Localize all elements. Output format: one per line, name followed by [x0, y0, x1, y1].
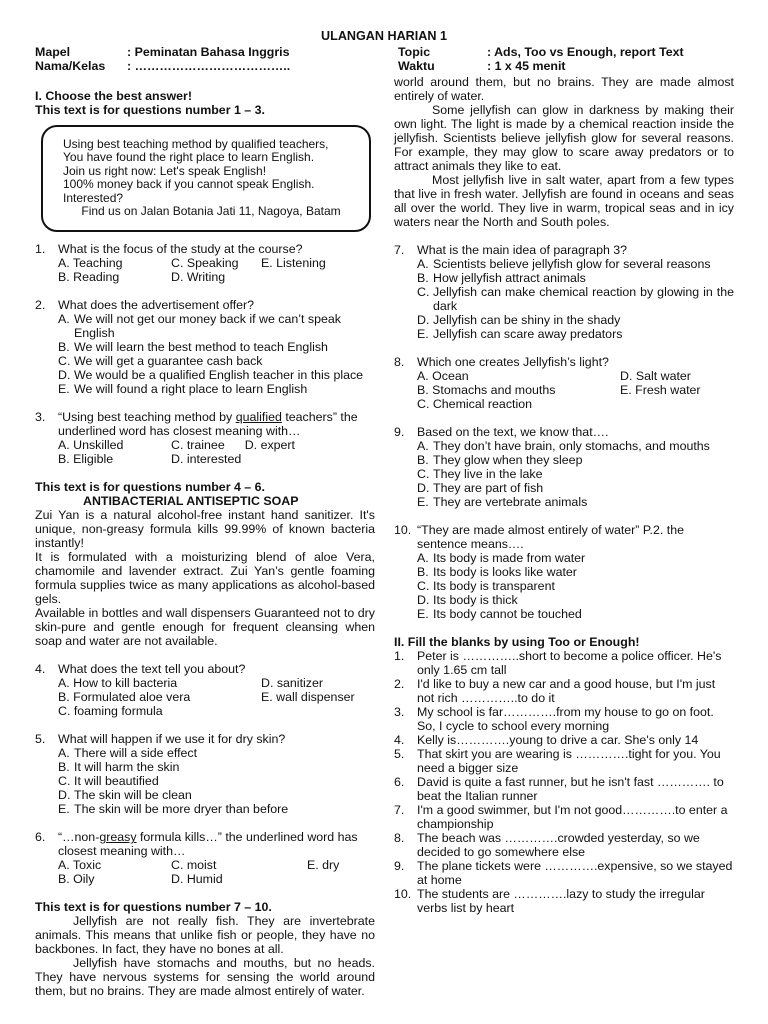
question-text: “…non-greasy formula kills…” the underlined word has closest meaning with…: [58, 830, 358, 859]
jelly-paragraph-3: Some jellyfish can glow in darkness by making their own light. The light is made by a chemical reaction inside the jellyfish. Scientists believe jellyfish glow for several reasons. For example, they may glow to scare away predators or to attract animals they like to eat.: [394, 103, 734, 173]
question-4: [35, 662, 375, 676]
question-3: [35, 410, 375, 438]
fill-blank-list: [394, 649, 734, 915]
option-e[interactable]: E. Listening: [261, 256, 326, 271]
ad-line: 100% money back if you cannot speak English.: [63, 177, 315, 192]
ad-line: Join us right now: Let's speak English!: [63, 163, 267, 178]
option-c[interactable]: C. moist: [171, 858, 217, 873]
right-column: [394, 75, 734, 915]
fill-item: 9. The plane tickets were ………….expensive, so we stayed at home: [394, 859, 733, 887]
option-a[interactable]: A. There will a side effect: [58, 746, 198, 761]
option-c[interactable]: C. trainee: [171, 438, 225, 453]
jelly-paragraph-4: Most jellyfish live in salt water, apart from a few types that live in fresh water. Jellyfish are found in oceans and seas all over the world. They live in warm, tropical seas and in icy waters near the North and South poles.: [394, 173, 734, 229]
text1-heading: This text is for questions number 1 – 3.: [35, 103, 265, 117]
ad-address: Find us on Jalan Botania Jati 11, Nagoya, Batam: [81, 204, 341, 219]
option-a[interactable]: A. They don’t have brain, only stomachs, and mouths: [417, 439, 710, 453]
option-d[interactable]: D. Jellyfish can be shiny in the shady: [417, 313, 621, 327]
option-b[interactable]: B. They glow when they sleep: [417, 453, 583, 467]
option-b[interactable]: B. Stomachs and mouths: [417, 383, 556, 397]
option-a[interactable]: A. Its body is made from water: [417, 551, 586, 565]
question-number: 6.: [35, 830, 46, 845]
question-2: [35, 298, 375, 312]
option-c[interactable]: C. They live in the lake: [417, 467, 543, 481]
section2-title: II. Fill the blanks by using Too or Enough!: [394, 635, 640, 649]
option-a[interactable]: A. Ocean: [417, 369, 469, 383]
question-10: [394, 523, 734, 551]
option-a[interactable]: A. How to kill bacteria: [58, 676, 178, 691]
question-7: [394, 243, 734, 257]
option-e[interactable]: E. Fresh water: [620, 383, 701, 397]
option-c[interactable]: C. Its body is transparent: [417, 579, 555, 593]
q8-options: [417, 369, 734, 411]
option-a[interactable]: A. Scientists believe jellyfish glow for several reasons: [417, 257, 711, 271]
option-e[interactable]: E. dry: [307, 858, 340, 873]
option-e[interactable]: E. wall dispenser: [261, 690, 355, 705]
q2-options: [58, 312, 375, 396]
question-text: Based on the text, we know that….: [417, 425, 609, 439]
option-b[interactable]: B. Formulated aloe vera: [58, 690, 191, 705]
option-d[interactable]: D. We would be a qualified English teacher in this place: [58, 368, 364, 383]
soap-paragraph-3: Available in bottles and wall dispensers Guaranteed not to dry skin-pure and gentle enough for frequent cleansing when soap and water are not available.: [35, 606, 375, 649]
option-e[interactable]: E. The skin will be more dryer than before: [58, 802, 289, 817]
option-b[interactable]: B. Reading: [58, 270, 120, 285]
q10-options: [417, 551, 734, 621]
text3-heading: This text is for questions number 7 – 10.: [35, 900, 272, 915]
option-c-d: [171, 438, 375, 452]
fill-item: 4. Kelly is………….young to drive a car. She's only 14: [394, 733, 699, 747]
advertisement-box: [41, 125, 371, 232]
fill-item: 6. David is quite a fast runner, but he isn't fast …………. to beat the Italian runner: [394, 775, 724, 803]
fill-item: 3. My school is far………….from my house to go on foot. So, I cycle to school every morning: [394, 705, 714, 733]
text2-heading: This text is for questions number 4 – 6.: [35, 480, 265, 495]
question-number: 1.: [35, 242, 46, 257]
option-b[interactable]: B. Oily: [58, 872, 95, 887]
option-d[interactable]: D. The skin will be clean: [58, 788, 192, 803]
waktu-value: : 1 x 45 menit: [487, 59, 566, 73]
mapel-value: : Peminatan Bahasa Inggris: [127, 45, 290, 59]
option-d[interactable]: D. Writing: [171, 270, 226, 285]
q6-options: [58, 858, 375, 886]
option-b[interactable]: B. We will learn the best method to teach English: [58, 340, 328, 355]
question-number: 9.: [394, 425, 405, 439]
option-e[interactable]: E. Its body cannot be touched: [417, 607, 582, 621]
ad-line: You have found the right place to learn English.: [63, 150, 315, 165]
option-a[interactable]: A. Teaching: [58, 256, 123, 271]
q5-options: [58, 746, 375, 816]
question-6: [35, 830, 375, 858]
option-c[interactable]: C. We will get a guarantee cash back: [58, 354, 263, 369]
option-d[interactable]: D. Humid: [171, 872, 223, 887]
option-b[interactable]: B. Its body is looks like water: [417, 565, 577, 579]
question-text: “Using best teaching method by qualified teachers” the underlined word has closest meaning with…: [58, 410, 358, 439]
fill-item: 5. That skirt you are wearing is ………….tight for you. You need a bigger size: [394, 747, 721, 775]
question-number: 8.: [394, 355, 405, 369]
question-text: What does the text tell you about?: [58, 662, 246, 677]
option-b[interactable]: B. It will harm the skin: [58, 760, 180, 775]
fill-item: 10. The students are ………….lazy to study the irregular verbs list by heart: [394, 887, 705, 915]
option-a[interactable]: A. Unskilled: [58, 438, 124, 453]
soap-paragraph-1: Zui Yan is a natural alcohol-free instant hand sanitizer. It's unique, non-greasy formula kills 99.99% of known bacteria instantly!: [35, 508, 375, 551]
option-e[interactable]: E. They are vertebrate animals: [417, 495, 588, 509]
question-number: 2.: [35, 298, 46, 313]
option-d[interactable]: D. Its body is thick: [417, 593, 518, 607]
underlined-word: greasy: [99, 830, 137, 845]
question-text: What is the main idea of paragraph 3?: [417, 243, 628, 257]
fill-item: 7. I'm a good swimmer, but I'm not good………….to enter a championship: [394, 803, 728, 831]
option-a[interactable]: A. We will not get our money back if we can’t speak English: [58, 312, 341, 341]
option-b[interactable]: B. Eligible: [58, 452, 114, 467]
option-d-2[interactable]: D. interested: [171, 452, 242, 467]
underlined-word: qualified: [235, 410, 282, 425]
ad-line: Using best teaching method by qualified teachers,: [63, 137, 329, 151]
question-number: 10.: [394, 523, 412, 537]
option-c[interactable]: C. foaming formula: [58, 704, 163, 719]
mapel-label: Mapel: [35, 45, 71, 59]
option-d[interactable]: D. They are part of fish: [417, 481, 544, 495]
question-text: What does the advertisement offer?: [58, 298, 255, 313]
fill-item: 2. I'd like to buy a new car and a good house, but I'm just not rich …………..to do it: [394, 677, 716, 705]
section1-title: I. Choose the best answer!: [35, 89, 192, 103]
question-text: Which one creates Jellyfish’s light?: [417, 355, 609, 369]
question-text: What will happen if we use it for dry skin?: [58, 732, 286, 747]
jelly-paragraph-2-cont: world around them, but no brains. They are made almost entirely of water.: [394, 75, 734, 103]
q4-options: [58, 676, 375, 718]
option-c[interactable]: C. It will beautified: [58, 774, 159, 789]
question-number: 5.: [35, 732, 46, 747]
option-d[interactable]: D. sanitizer: [261, 676, 323, 691]
fill-item: 1. Peter is …………..short to become a police officer. He's only 1.65 cm tall: [394, 649, 722, 677]
question-number: 7.: [394, 243, 405, 257]
question-number: 4.: [35, 662, 46, 677]
waktu-label: Waktu: [398, 59, 435, 73]
question-text: “They are made almost entirely of water” P.2. the sentence means….: [417, 523, 684, 551]
q3-options: [58, 438, 375, 466]
question-9: [394, 425, 734, 439]
option-e[interactable]: E. Jellyfish can scare away predators: [417, 327, 623, 341]
page-title: ULANGAN HARIAN 1: [321, 29, 447, 43]
option-d[interactable]: D. Salt water: [620, 369, 691, 383]
question-5: [35, 732, 375, 746]
topic-label: Topic: [398, 45, 431, 59]
question-text: What is the focus of the study at the course?: [58, 242, 303, 257]
option-b[interactable]: B. How jellyfish attract animals: [417, 271, 586, 285]
question-number: 3.: [35, 410, 46, 425]
topic-value: : Ads, Too vs Enough, report Text: [487, 45, 684, 59]
option-c[interactable]: C. Speaking: [171, 256, 239, 271]
option-c[interactable]: C. Jellyfish can make chemical reaction by glowing in the dark: [417, 285, 734, 313]
q1-options: [58, 256, 375, 284]
q7-options: [417, 257, 734, 341]
fill-item: 8. The beach was ………….crowded yesterday, so we decided to go somewhere else: [394, 831, 700, 859]
option-e[interactable]: E. We will found a right place to learn English: [58, 382, 308, 397]
soap-paragraph-2: It is formulated with a moisturizing blend of aloe Vera, chamomile and lavender extract. Zui Yan’s gentle foaming formula supplies twice as many applications as alcohol-based gels.: [35, 550, 375, 607]
jelly-paragraph-1-2-left: Jellyfish are not really fish. They are invertebrate animals. This means that unlike fish or people, they have no backbones. In fact, they have no bones at all. Jellyfish have stomachs and mouths, but no heads. They have nervous systems for sensing the world around them, but no brains. They are made almost entirely of water.: [35, 914, 375, 999]
nama-value: : ………………………………..: [127, 59, 291, 73]
option-d[interactable]: D. expert: [244, 438, 296, 453]
option-c[interactable]: C. Chemical reaction: [417, 397, 533, 411]
question-8: [394, 355, 734, 369]
soap-title: ANTIBACTERIAL ANTISEPTIC SOAP: [83, 494, 299, 509]
nama-label: Nama/Kelas: [35, 59, 106, 73]
q9-options: [417, 439, 734, 509]
option-a[interactable]: A. Toxic: [58, 858, 102, 873]
left-column: [35, 75, 375, 999]
question-1: [35, 242, 375, 256]
ad-line: Interested?: [63, 190, 124, 205]
